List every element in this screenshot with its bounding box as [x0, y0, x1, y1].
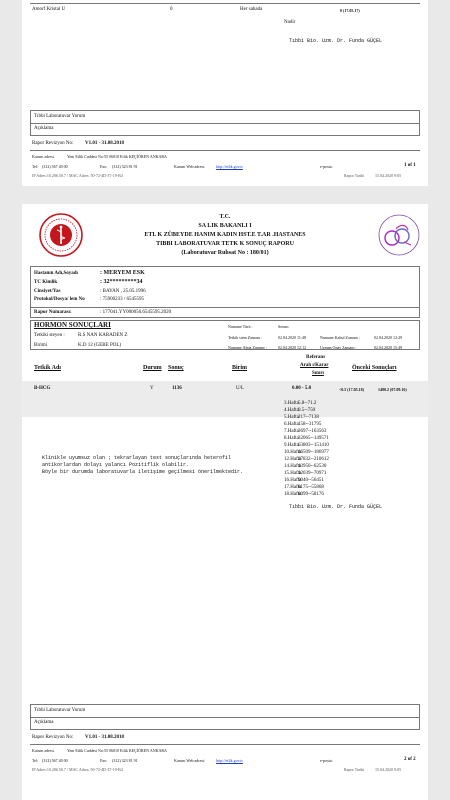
ip-address: IP Adres:10.206.50.7 / MAC Adres: 50-72-4D-37-19-B4: [32, 173, 123, 178]
ref-week: 12.Hafta: [284, 457, 302, 462]
page-number: 1 of 1: [404, 163, 416, 168]
test-name: Amorf Kristal U: [32, 7, 66, 12]
eposta-label: e-posta:: [320, 164, 333, 169]
report-number: : 177041.YY000056.6545595.2020: [100, 310, 172, 315]
ref-week-row: [284, 422, 322, 427]
request-time-label: Tetkik stem Zamanı :: [228, 335, 263, 340]
ref-range: 27832--210612: [298, 457, 329, 462]
hospital-heading: ETL K ZÜBEYDE HANIM KADIN HST.E T.AR .HASTANES: [144, 232, 306, 238]
revision-value: V1.01 - 31.08.2018: [85, 141, 125, 146]
eposta-label: e-posta:: [320, 758, 333, 763]
test-reference: Her sahada: [240, 7, 263, 12]
sex-age: : BAYAN , 25.05.1996: [100, 289, 146, 294]
previous-result-1: <0.5 (17.05.18): [339, 387, 364, 392]
requester: R.S NAN KARADEN Z: [78, 333, 128, 338]
tel-label: Tel:: [32, 164, 39, 169]
tc-heading: T.C.: [219, 214, 231, 220]
report-date: 15.04.2020 9:05: [375, 767, 402, 772]
report-page-2: [22, 204, 428, 800]
ref-range: 158--31795: [298, 422, 322, 427]
ref-week-row: [284, 429, 327, 434]
ref-week: 5.Hafta: [284, 415, 299, 420]
col-reference-3: Sınırı: [312, 371, 324, 376]
clinical-note-line-3: Böyle bir durumda laboratuvarla iletişime geçilmesi önerilmektedir.: [42, 469, 244, 475]
web-label: Kurum Web adresi:: [174, 164, 206, 169]
sample-type: Serum: [278, 324, 289, 329]
ref-week-row: [284, 408, 316, 413]
col-status: Durum: [143, 365, 162, 371]
ref-week-row: [284, 478, 324, 483]
report-date-label: Rapor Tarihi: [344, 173, 365, 178]
page-number: 2 of 2: [404, 757, 416, 762]
ministry-heading: SA LIK BAKANLI I: [198, 223, 252, 229]
ref-week-row: [284, 401, 317, 406]
ref-week: 8.Hafta: [284, 436, 299, 441]
lab-comment-label: Tıbbi Laboratuvar Yorum: [34, 708, 86, 713]
request-time: 02.04.2020 11:48: [278, 335, 306, 340]
ref-range: 9040--56451: [298, 478, 324, 483]
ref-range: 217--7138: [298, 415, 319, 420]
ref-week: 4.Hafta: [284, 408, 299, 413]
signature: Tıbbi Bio. Uzm. Dr. Funda GÜÇEL: [289, 504, 383, 510]
sample-type-label: Numune Türü :: [228, 324, 253, 329]
lab-comment-box: [30, 704, 420, 730]
test-status: Y: [150, 386, 154, 391]
report-page-1: [22, 0, 428, 186]
signature: Tıbbi Bio. Uzm. Dr. Funda GÜÇEL: [289, 38, 383, 44]
kurum-label: Kurum adresi: [32, 154, 54, 159]
test-result: 0: [170, 7, 173, 12]
ref-range: 32065--149571: [298, 436, 329, 441]
ref-week-row: [284, 492, 324, 497]
ref-week-row: [284, 471, 327, 476]
ref-week: 7.Hafta: [284, 429, 299, 434]
section-title: HORMON SONUÇLARI: [34, 321, 111, 329]
ref-week-row: [284, 450, 329, 455]
lab-comment-box: [30, 110, 420, 136]
report-date-label: Rapor Tarihi: [344, 767, 365, 772]
patient-info-box: [30, 266, 420, 318]
report-title: TIBBI LABORATUVAR TETK K SONUÇ RAPORU: [156, 241, 294, 247]
test-reference: 0.00 - 5.0: [292, 386, 312, 391]
ref-week-row: [284, 436, 329, 441]
clinical-note-line-1: Klinikle uyumsuz olan ; tekrarlayan test sonuçlarında heterofil: [42, 455, 232, 461]
ref-week: 9.Hafta: [284, 443, 299, 448]
revision-label: Rapor Revizyon No:: [32, 141, 74, 146]
accept-time-label: Numune Kabul Zamanı :: [320, 335, 360, 340]
test-previous: 0 (17.05.17): [340, 8, 360, 13]
ref-range: 13950--62530: [298, 464, 327, 469]
table-row-highlight: [22, 381, 428, 417]
requester-label: Tetkiki steyen :: [34, 333, 65, 338]
ref-week-row: [284, 464, 327, 469]
tc-id-label: TC Kimlik: [34, 280, 58, 285]
kurum-address: Yeni Etlik Caddesi No:55 06010 Etlik KEÇİÖREN ANKARA: [67, 748, 167, 753]
col-test-name: Tetkik Adı: [34, 365, 61, 371]
sampling-time-label: Numune Alma Zamanı :: [228, 345, 267, 350]
ref-range: 9.5--750: [298, 408, 316, 413]
kurum-label: Kurum adresi: [32, 748, 54, 753]
ref-week: 16.Hafta: [284, 478, 302, 483]
approval-time-label: Uzman Onay Zamanı :: [320, 345, 357, 350]
approval-time: 02.04.2020 15:49: [374, 345, 403, 350]
previous-result-2: 1480.2 (07.09.16): [378, 387, 407, 392]
nadir-label: Nadir: [284, 20, 296, 25]
web-label: Kurum Web adresi:: [174, 758, 206, 763]
report-number-label: Rapor Numarası:: [34, 310, 72, 315]
web-link[interactable]: http://etlik.gov.tr: [216, 164, 243, 169]
col-reference-1: Referans: [306, 355, 326, 360]
col-unit: Birim: [232, 365, 247, 371]
unit-label: Birimi: [34, 343, 48, 348]
test-result: 1136: [172, 386, 182, 391]
fax-label: Fax:: [100, 164, 108, 169]
ref-week: 10.Hafta: [284, 450, 302, 455]
clinical-note-line-2: antikorlardan dolayı yalancı Pozitiflik olabilir.: [42, 462, 190, 468]
test-unit: U/L: [236, 386, 245, 391]
tc-id: : 32*********34: [100, 279, 143, 285]
ref-range: 8175--55868: [298, 485, 324, 490]
patient-name-label: Hastanın Adı,Soyadı: [34, 271, 78, 276]
ref-week-row: [284, 415, 319, 420]
fax-value: (312) 323 81 91: [112, 164, 138, 169]
ref-week: 18.Hafta: [284, 492, 302, 497]
revision-label: Rapor Revizyon No:: [32, 735, 74, 740]
ref-range: 5.8--71.2: [298, 401, 317, 406]
aciklama-label: Açıklama: [34, 126, 54, 131]
divider: [30, 744, 420, 745]
license-number: (Laboratuvar Ruhsat No : 180/01): [181, 250, 269, 256]
divider: [31, 123, 419, 124]
fax-value: (312) 323 81 91: [112, 758, 138, 763]
aciklama-label: Açıklama: [34, 720, 54, 725]
report-date: 15.04.2020 9:05: [375, 173, 402, 178]
ref-week-row: [284, 485, 324, 490]
ref-week: 15.Hafta: [284, 471, 302, 476]
col-previous: Önceki Sonuçları: [352, 365, 397, 371]
ref-week-row: [284, 457, 329, 462]
patient-name: : MERYEM ESK: [100, 270, 145, 276]
tel-label: Tel:: [32, 758, 39, 763]
protocol-number: : 75900233 / 6545595: [100, 297, 145, 302]
divider: [30, 150, 420, 151]
sex-age-label: Cinsiyet/Yas: [34, 289, 61, 294]
ref-range: 46509--186977: [298, 450, 329, 455]
ref-range: 12039--70971: [298, 471, 327, 476]
protocol-label: Protokol/Dosya/ lem No: [34, 297, 85, 302]
unit-name: K.D 12 (GEBE POL): [78, 343, 122, 348]
ref-week: 14.Hafta: [284, 464, 302, 469]
accept-time: 02.04.2020 12:29: [374, 335, 403, 340]
tel-value: (312) 567 40 00: [42, 758, 68, 763]
ref-week: 3.Hafta: [284, 401, 299, 406]
divider: [30, 307, 420, 308]
ref-range: 63803--151410: [298, 443, 329, 448]
kurum-address: Yeni Etlik Caddesi No:55 06010 Etlik KEÇİÖREN ANKARA: [67, 154, 167, 159]
revision-value: V1.01 - 31.08.2018: [85, 735, 125, 740]
ip-address: IP Adres:10.206.50.7 / MAC Adres: 50-72-4D-37-19-B4: [32, 767, 123, 772]
ref-week: 17.Hafta: [284, 485, 302, 490]
tel-value: (312) 567 40 00: [42, 164, 68, 169]
ref-range: 3697--163563: [298, 429, 327, 434]
ref-week: 6.Hafta: [284, 422, 299, 427]
ref-range: 8099--58176: [298, 492, 324, 497]
test-name: B-HCG: [34, 386, 51, 391]
sampling-time: 02.04.2020 12:12: [278, 345, 307, 350]
col-result: Sonuç: [168, 365, 184, 371]
divider: [31, 717, 419, 718]
lab-comment-label: Tıbbi Laboratuvar Yorum: [34, 114, 86, 119]
table-row-divider: [30, 3, 420, 4]
fax-label: Fax:: [100, 758, 108, 763]
col-reference-2: Aralı ı/Karar: [300, 363, 329, 368]
ref-week-row: [284, 443, 329, 448]
web-link[interactable]: http://etlik.gov.tr: [216, 758, 243, 763]
